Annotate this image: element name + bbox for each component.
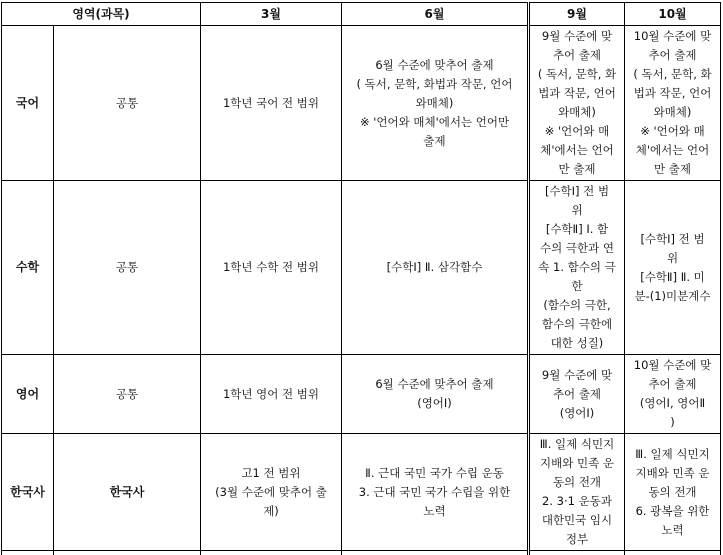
scope-june — [342, 26, 529, 181]
scope-october — [625, 26, 721, 181]
scope-march — [201, 355, 342, 434]
scope-line: 6월 수준에 맞추어 출제 — [344, 56, 525, 75]
scope-line: Ⅲ. 일제 식민지 — [532, 435, 622, 454]
scope-line: (3월 수준에 맞추어 출 — [203, 483, 339, 502]
table-row-continuation — [2, 551, 721, 555]
scope-line: 와매체) — [344, 94, 525, 113]
scope-line: 노력 — [344, 502, 525, 521]
subject-cell: 영어 — [2, 355, 54, 434]
scope-line: 6월 수준에 맞추어 출제 — [344, 375, 525, 394]
scope-line: [수학Ⅰ] 전 범 — [532, 182, 622, 201]
scope-line: 동의 전개 — [627, 483, 718, 502]
course-cell: 공통 — [54, 355, 201, 434]
scope-line: (영어Ⅰ) — [344, 394, 525, 413]
scope-line: 정부 — [532, 530, 622, 549]
header-september: 9월 — [529, 3, 625, 26]
scope-line: 분-(1)미분계수 — [627, 287, 718, 306]
scope-line: ) — [627, 413, 718, 432]
scope-line: 위 — [532, 201, 622, 220]
scope-line: [수학Ⅱ] Ⅰ. 함 — [532, 220, 622, 239]
table-row-math — [2, 181, 721, 355]
scope-line: 노력 — [627, 521, 718, 540]
header-june: 6월 — [342, 3, 529, 26]
table-row-korean-history — [2, 434, 721, 551]
scope-line: ( 독서, 문학, 화법과 작문, 언어 — [344, 75, 525, 94]
scope-line: 수의 극한과 연 — [532, 239, 622, 258]
scope-line: 속 1. 함수의 극 — [532, 258, 622, 277]
scope-line: 추어 출제 — [532, 46, 622, 65]
scope-september — [529, 181, 625, 355]
scope-june — [342, 434, 529, 551]
scope-line: 와매체) — [532, 103, 622, 122]
scope-october — [625, 355, 721, 434]
scope-line: (함수의 극한, — [532, 296, 622, 315]
scope-line: [수학Ⅰ] Ⅱ. 삼각함수 — [344, 258, 525, 277]
course-cell: 공통 — [54, 181, 201, 355]
scope-line: 10월 수준에 맞 — [627, 27, 718, 46]
scope-line: 법과 작문, 언어 — [532, 84, 622, 103]
scope-line: [수학Ⅰ] 전 범 — [627, 230, 718, 249]
subject-cell: 한국사 — [2, 434, 54, 551]
exam-scope-table — [1, 2, 721, 555]
scope-line: 제) — [203, 502, 339, 521]
scope-line: 동의 전개 — [532, 473, 622, 492]
scope-line: 법과 작문, 언어 — [627, 84, 718, 103]
header-row — [2, 3, 721, 26]
scope-line: (영어Ⅰ) — [532, 404, 622, 423]
scope-line: Ⅱ. 근대 국민 국가 수립 운동 — [344, 464, 525, 483]
subject-cell: 수학 — [2, 181, 54, 355]
scope-line: ※ '언어와 매체'에서는 언어만 — [344, 113, 525, 132]
scope-line: Ⅲ. 일제 식민지 — [627, 445, 718, 464]
scope-line: ( 독서, 문학, 화 — [627, 65, 718, 84]
subject-cell: 국어 — [2, 26, 54, 181]
continuation-cell — [54, 551, 201, 555]
scope-line: 3. 근대 국민 국가 수립을 위한 — [344, 483, 525, 502]
continuation-cell — [201, 551, 342, 555]
scope-line: 9월 수준에 맞 — [532, 27, 622, 46]
scope-line: 추어 출제 — [627, 375, 718, 394]
scope-september — [529, 355, 625, 434]
scope-september — [529, 26, 625, 181]
scope-line: 1학년 국어 전 범위 — [203, 94, 339, 113]
header-march: 3월 — [201, 3, 342, 26]
scope-line: ※ '언어와 매 — [532, 122, 622, 141]
scope-june — [342, 181, 529, 355]
scope-october — [625, 434, 721, 551]
scope-line: 1학년 영어 전 범위 — [203, 385, 339, 404]
scope-line: ( 독서, 문학, 화 — [532, 65, 622, 84]
table-row-english — [2, 355, 721, 434]
scope-line: 9월 수준에 맞 — [532, 366, 622, 385]
scope-line: 대한민국 임시 — [532, 511, 622, 530]
scope-line: 추어 출제 — [627, 46, 718, 65]
scope-line: 와매체) — [627, 103, 718, 122]
scope-march — [201, 181, 342, 355]
scope-line: ※ '언어와 매 — [627, 122, 718, 141]
scope-march — [201, 26, 342, 181]
scope-line: 고1 전 범위 — [203, 464, 339, 483]
scope-line: [수학Ⅱ] Ⅱ. 미 — [627, 268, 718, 287]
scope-june — [342, 355, 529, 434]
scope-line: 위 — [627, 249, 718, 268]
header-october: 10월 — [625, 3, 721, 26]
scope-line: 대한 성질) — [532, 334, 622, 353]
scope-october — [625, 181, 721, 355]
scope-line: 2. 3·1 운동과 — [532, 492, 622, 511]
scope-line: 체'에서는 언어 — [627, 141, 718, 160]
scope-september — [529, 434, 625, 551]
scope-line: 한 — [532, 277, 622, 296]
course-cell: 한국사 — [54, 434, 201, 551]
scope-line: 출제 — [344, 132, 525, 151]
continuation-cell — [529, 551, 625, 555]
continuation-cell — [2, 551, 54, 555]
scope-line: 추어 출제 — [532, 385, 622, 404]
continuation-cell — [625, 551, 721, 555]
scope-line: (영어Ⅰ, 영어Ⅱ — [627, 394, 718, 413]
scope-line: 지배와 민족 운 — [532, 454, 622, 473]
scope-line: 체'에서는 언어 — [532, 141, 622, 160]
table-body — [2, 26, 721, 555]
header-area: 영역(과목) — [2, 3, 201, 26]
scope-line: 함수의 극한에 — [532, 315, 622, 334]
scope-line: 6. 광복을 위한 — [627, 502, 718, 521]
table-row-korean — [2, 26, 721, 181]
scope-line: 10월 수준에 맞 — [627, 356, 718, 375]
scope-line: 지배와 민족 운 — [627, 464, 718, 483]
scope-line: 만 출제 — [532, 160, 622, 179]
scope-line: 1학년 수학 전 범위 — [203, 258, 339, 277]
continuation-cell — [342, 551, 529, 555]
scope-march — [201, 434, 342, 551]
scope-line: 만 출제 — [627, 160, 718, 179]
course-cell: 공통 — [54, 26, 201, 181]
